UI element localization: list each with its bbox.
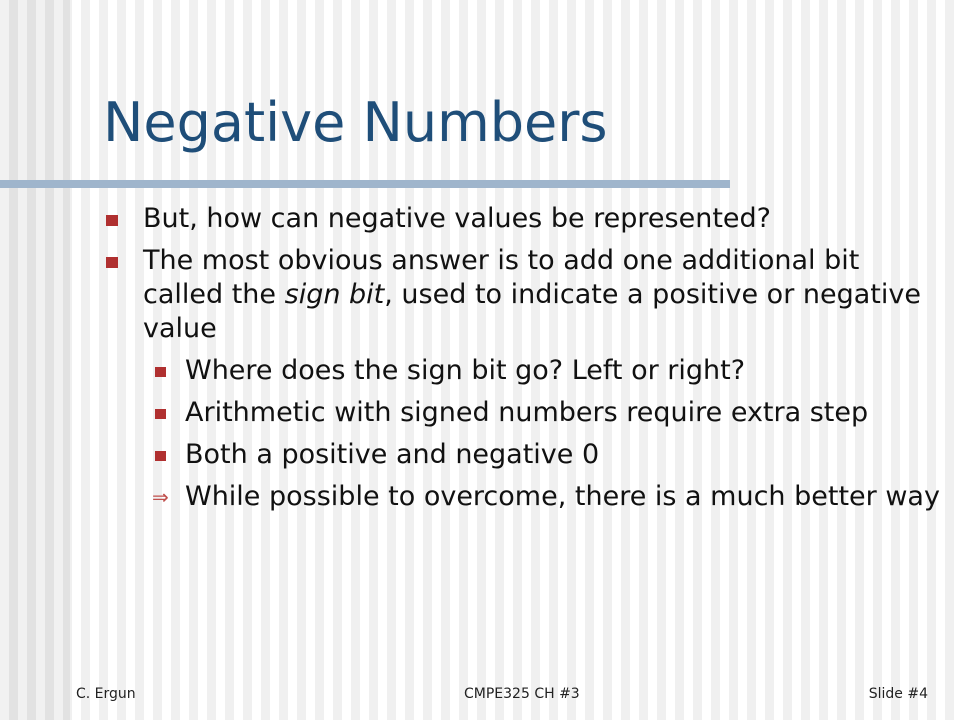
square-bullet-icon [106,215,118,226]
square-bullet-icon [155,367,166,377]
bullet-text [143,244,945,346]
implies-arrow-icon: ⇒ [152,485,169,509]
square-bullet-icon [106,257,118,268]
sub-bullet-text: Arithmetic with signed numbers require extra step [185,397,869,428]
bullet-text-part: The most obvious answer is to add one additional bit called the [143,245,860,310]
conclusion-item [147,480,945,514]
sub-bullet-item [147,438,945,472]
footer-slide-number: Slide #4 [868,686,928,702]
sub-bullet-text: Where does the sign bit go? Left or right? [185,355,746,386]
title-underline-rule [0,180,730,188]
bullet-item [105,244,945,346]
bullet-item [105,202,945,236]
left-decorative-band [0,0,70,720]
footer-course: CMPE325 CH #3 [464,686,580,702]
sign-bit-emphasis: sign bit [284,279,385,310]
square-bullet-icon [155,451,166,461]
slide-title: Negative Numbers [103,91,608,154]
bullet-text: But, how can negative values be represented? [143,203,772,234]
slide-body [105,202,945,522]
bullet-text-part: , used to indicate a positive or negative value [143,279,921,344]
sub-bullet-item [147,354,945,388]
sub-bullet-text: Both a positive and negative 0 [185,439,600,470]
square-bullet-icon [155,409,166,419]
conclusion-text: While possible to overcome, there is a much better way [185,481,940,512]
sub-bullet-item [147,396,945,430]
footer-author: C. Ergun [76,686,136,702]
